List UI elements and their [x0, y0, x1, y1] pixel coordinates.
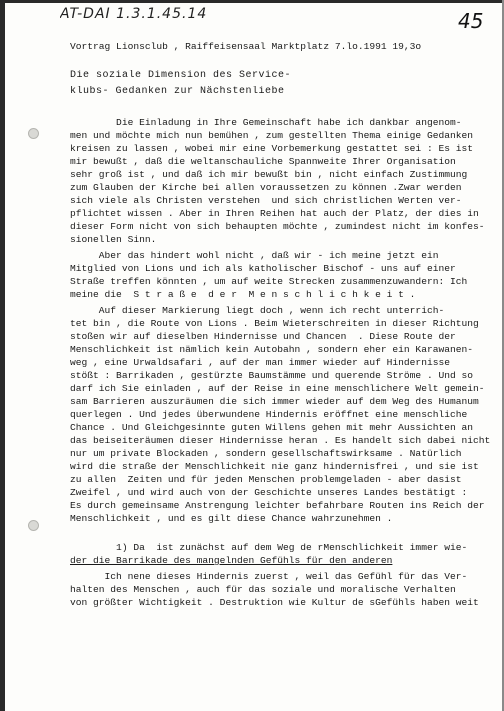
text-line: nur um private Blockaden , sondern gesellschaftswirksame . Natürlich: [70, 448, 462, 459]
text-line: sich viele als Christen verstehen und sich christlichen Werten ver-: [70, 195, 462, 206]
text-line: mir bewußt , daß die weltanschauliche Spannweite Ihrer Organisation: [70, 156, 456, 167]
text-line: 1) Da ist zunächst auf dem Weg de rMenschlichkeit immer wie-: [70, 542, 468, 553]
text-line: kreisen zu lassen , wobei mir eine Vorbemerkung gestattet sei : Es ist: [70, 143, 474, 154]
text-line: das beiseiteräumen dieser Hindernisse heran . Es handelt sich dabei nicht: [70, 435, 491, 446]
text-line: Aber das hindert wohl nicht , daß wir - ich meine jetzt ein: [70, 250, 439, 261]
document-header: Vortrag Lionsclub , Raiffeisensaal Marktplatz 7.lo.1991 19,3o: [70, 41, 422, 52]
text-line: zu allen Zeiten und für jeden Menschen problemgeladen - aber dasist: [70, 474, 462, 485]
punch-hole: [28, 128, 39, 139]
text-line: Straße treffen könnten , um auf weite Strecken zusammenzuwandern: Ich: [70, 276, 468, 287]
text-line: meine die S t r a ß e d e r M e n s c h l i c h k e i t .: [70, 289, 416, 300]
title-line-1: Die soziale Dimension des Service-: [70, 70, 292, 81]
text-line: querlegen . Und jedes überwundene Hindernis eröffnet eine menschliche: [70, 409, 468, 420]
text-line: wird die straße der Menschlichkeit nie ganz hindernisfrei , und sie ist: [70, 461, 479, 472]
punch-hole: [28, 520, 39, 531]
text-line: Zweifel , und wird auch von der Geschichte unseres Landes bestätigt :: [70, 487, 468, 498]
text-line: men und möchte mich nun bemühen , zum gestellten Thema einige Gedanken: [70, 130, 474, 141]
archive-stamp: AT-DAI 1.3.1.45.14: [60, 6, 208, 22]
text-line: zum Glauben der Kirche bei allen voraussetzen zu können .Zwar werden: [70, 182, 462, 193]
text-line: Chance . Und Gleichgesinnte guten Willens gehen mit mehr Aussichten an: [70, 422, 474, 433]
text-line: dieser Form nicht von sich behaupten möchte , zumindest nicht im konfes-: [70, 221, 485, 232]
scan-edge-top: [0, 0, 504, 3]
text-line: darf ich Sie einladen , auf der Reise in eine menschlichere Welt gemein-: [70, 383, 485, 394]
text-line: stoßen wir auf dieselben Hindernisse und Chancen . Diese Route der: [70, 331, 456, 342]
text-line: sehr groß ist , und daß ich mir bewußt bin , nicht einfach Zustimmung: [70, 169, 468, 180]
scan-edge-left: [0, 0, 5, 711]
text-line: tet bin , die Route von Lions . Beim Wieterschreiten in dieser Richtung: [70, 318, 479, 329]
page-number: 45: [458, 9, 484, 33]
text-line: weg , eine Urwaldsafari , auf der man immer wieder auf Hindernisse: [70, 357, 450, 368]
text-line: der die Barrikade des mangelnden Gefühls für den anderen: [70, 555, 393, 566]
text-line: Ich nene dieses Hindernis zuerst , weil das Gefühl für das Ver-: [70, 571, 468, 582]
text-line: Die Einladung in Ihre Gemeinschaft habe ich dankbar angenom-: [70, 117, 462, 128]
text-line: Auf dieser Markierung liegt doch , wenn ich recht unterrich-: [70, 305, 445, 316]
text-line: pflichtet wissen . Aber in Ihren Reihen hat auch der Platz, der dies in: [70, 208, 479, 219]
text-line: sionellen Sinn.: [70, 234, 157, 245]
text-line: Menschlichkeit , und es gilt diese Chance wahrzunehmen .: [70, 513, 393, 524]
text-line: Es durch gemeinsame Anstrengung leichter befahrbare Routen ins Reich der: [70, 500, 485, 511]
title-line-2: klubs- Gedanken zur Nächstenliebe: [70, 86, 285, 97]
text-line: Mitglied von Lions und ich als katholischer Bischof - uns auf einer: [70, 263, 456, 274]
text-line: von größter Wichtigkeit . Destruktion wie Kultur de sGefühls haben weit: [70, 597, 479, 608]
text-line: halten des Menschen , auch für das soziale und moralische Verhalten: [70, 584, 456, 595]
text-line: Menschlichkeit ist nämlich kein Autobahn , sondern eher ein Karawanen-: [70, 344, 474, 355]
text-line: sam Barrieren auszuräumen die sich immer wieder auf dem Weg des Humanum: [70, 396, 479, 407]
text-line: stößt : Barrikaden , gestürzte Baumstämme und querende Ströme . Und so: [70, 370, 474, 381]
